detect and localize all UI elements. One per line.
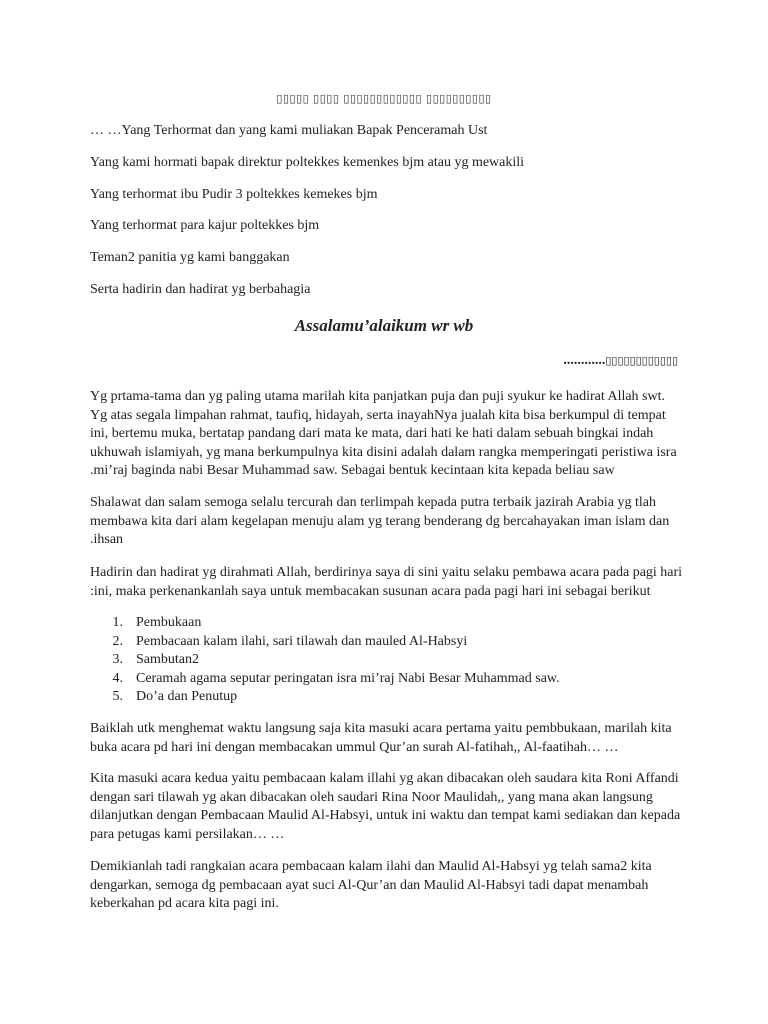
paragraph-line: keberkahan pd acara kita pagi ini. <box>90 896 279 911</box>
list-text: Pembacaan kalam ilahi, sari tilawah dan mauled Al-Habsyi <box>136 633 468 649</box>
paragraph-line: Yg atas segala limpahan rahmat, taufiq, hidayah, serta inayahNya jualah kita bisa berkumpul di tempat <box>90 407 666 423</box>
list-item <box>90 670 686 689</box>
greeting-line: Yang kami hormati bapak direktur poltekkes kemenkes bjm atau yg mewakili <box>90 155 525 170</box>
greeting-line: … …Yang Terhormat dan yang kami muliakan Bapak Penceramah Ust <box>90 123 488 138</box>
greeting-line: Yang terhormat para kajur poltekkes bjm <box>90 218 320 233</box>
paragraph-line: Baiklah utk menghemat waktu langsung saja kita masuki acara pertama yaitu pembbukaan, marilah kita <box>90 721 672 736</box>
paragraph-line: Demikianlah tadi rangkaian acara pembacaan kalam ilahi dan Maulid Al-Habsyi yg telah sama2 kita <box>90 859 652 874</box>
paragraph-line: ini, bertemu muka, bertatap pandang dari mata ke mata, dari hati ke hati dalam sebuah bingkai indah <box>90 426 654 441</box>
paragraph-line: dengan sari tilawah yg akan dibacakan oleh saudari Rina Noor Maulidah,, yang mana akan langsung <box>90 789 653 805</box>
paragraph-opening <box>90 720 688 757</box>
list-text: Sambutan2 <box>136 652 199 667</box>
paragraph-line: Shalawat dan salam semoga selalu tercurah dan terlimpah kepada putra terbaik jazirah Arabia yg tlah <box>90 495 656 510</box>
list-number: 4. <box>112 670 123 686</box>
greeting-line: Serta hadirin dan hadirat yg berbahagia <box>90 282 311 297</box>
paragraph-line: para petugas kami persilakan… … <box>90 826 285 842</box>
list-text: Pembukaan <box>136 615 202 630</box>
paragraph-agenda-intro <box>90 564 688 601</box>
greeting-line: Yang terhormat ibu Pudir 3 poltekkes kemekes bjm <box>90 187 378 202</box>
paragraph-second-agenda <box>90 770 688 844</box>
list-text: Ceramah agama seputar peringatan isra mi’raj Nabi Besar Muhammad saw. <box>136 670 560 686</box>
list-item <box>90 633 686 652</box>
greeting-line: Teman2 panitia yg kami banggakan <box>90 250 290 265</box>
paragraph-line: .mi’raj baginda nabi Besar Muhammad saw. Sebagai bentuk kecintaan kita kepada beliau saw <box>90 463 615 478</box>
list-item <box>90 614 686 633</box>
list-number: 5. <box>112 689 123 704</box>
paragraph-line: Hadirin dan hadirat yg dirahmati Allah, berdirinya saya di sini yaitu selaku pembawa acara pada pagi hari <box>90 565 683 580</box>
paragraph-line: ukhuwah islamiyah, yg mana berkumpulnya kita disini adalah dalam rangka memperingati peristiwa isra <box>90 444 677 460</box>
paragraph-line: dilanjutkan dengan Pembacaan Maulid Al-Habsyi, untuk ini waktu dan tempat kami sediakan dan kepada <box>90 808 681 823</box>
salam-heading: Assalamu’alaikum wr wb <box>294 316 474 335</box>
list-text: Do’a dan Penutup <box>136 689 238 704</box>
arabic-placeholder: ▯▯▯▯▯▯▯▯▯▯▯▯ <box>605 354 678 367</box>
paragraph-line: buka acara pd hari ini dengan membacakan ummul Qur’an surah Al-fatihah,, Al-faatihah… … <box>90 739 619 755</box>
dots: ............ <box>563 353 606 368</box>
list-number: 3. <box>112 652 123 667</box>
paragraph-line: :ini, maka perkenankanlah saya untuk membacakan susunan acara pada pagi hari ini sebagai berikut <box>90 583 651 599</box>
paragraph-praise <box>90 388 688 481</box>
paragraph-shalawat <box>90 494 688 550</box>
paragraph-line: Kita masuki acara kedua yaitu pembacaan kalam illahi yg akan dibacakan oleh saudara kita Roni Affandi <box>90 771 679 786</box>
paragraph-line: dengarkan, semoga dg pembacaan ayat suci Al-Qur’an dan Maulid Al-Habsyi tadi dapat menambah <box>90 877 649 893</box>
list-item <box>90 651 686 670</box>
agenda-list <box>90 614 686 707</box>
list-number: 1. <box>112 615 123 630</box>
paragraph-line: Yg prtama-tama dan yg paling utama marilah kita panjatkan puja dan puji syukur ke hadirat Allah swt. <box>90 389 666 404</box>
paragraph-line: membawa kita dari alam kegelapan menuju alam yg terang benderang dg bercahayakan iman islam dan <box>90 513 670 529</box>
arabic-heading-placeholder: ▯▯▯▯▯ ▯▯▯▯ ▯▯▯▯▯▯▯▯▯▯▯▯ ▯▯▯▯▯▯▯▯▯▯ <box>276 92 492 105</box>
dots-line <box>563 352 678 370</box>
list-number: 2. <box>112 633 123 649</box>
list-item <box>90 688 686 707</box>
paragraph-line: .ihsan <box>90 532 124 547</box>
paragraph-closing <box>90 858 688 914</box>
